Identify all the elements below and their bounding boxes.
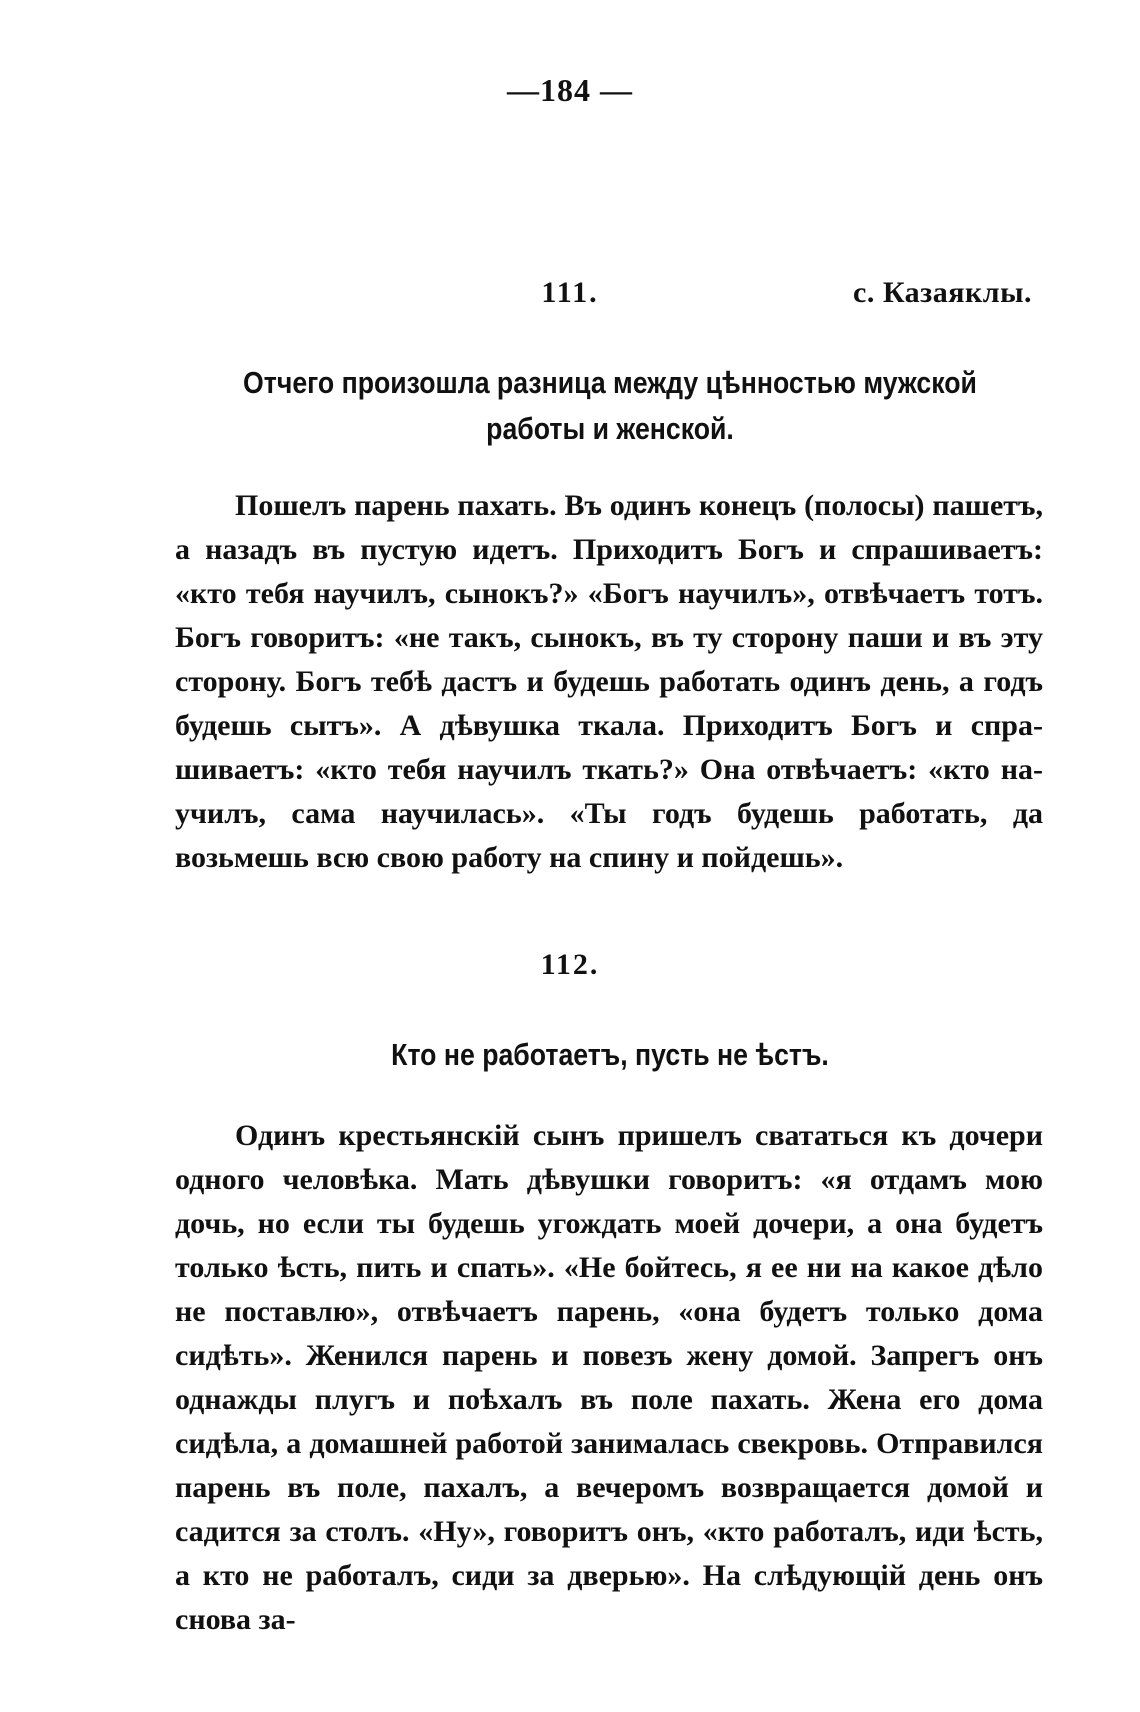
story-title: Кто не работаетъ, пусть не ѣстъ. bbox=[391, 1037, 829, 1072]
story-place: с. Казаяклы. bbox=[853, 276, 1032, 309]
story-title: Отчего произошла разница между цѣнностью мужской работы и женской. bbox=[243, 365, 977, 446]
page-number: —184 — bbox=[507, 72, 633, 108]
story-text: Пошелъ парень пахать. Въ одинъ конецъ (полосы) пашетъ, а назадъ въ пустую идетъ. Приходитъ Богъ и спрашиваетъ: «кто тебя научилъ, сынокъ?» «Богъ научилъ», отвѣчаетъ тотъ. Богъ говоритъ: «не такъ, сынокъ, въ ту сторону паши и въ эту сторону. Богъ тебѣ дастъ и будешь работать одинъ день, а годъ будешь сытъ». А дѣвушка ткала. Приходитъ Богъ и спрашиваетъ: «кто тебя научилъ ткать?» Она отвѣчаетъ: «кто научилъ, сама научилась». «Ты годъ будешь работать, да возьмешь всю свою работу на спину и пойдешь». bbox=[175, 489, 1043, 874]
story-number: 111. bbox=[541, 276, 599, 309]
story-heading-112 bbox=[0, 948, 1140, 988]
story-text: Одинъ крестьянскій сынъ пришелъ свататься къ дочери одного человѣка. Мать дѣвушки говоритъ: «я отдамъ мою дочь, но если ты будешь угождать моей дочери, а она будетъ только ѣсть, пить и спать». «Не бойтесь, я ее ни на какое дѣло не поставлю», отвѣчаетъ парень, «она будетъ только дома сидѣть». Женился парень и повезъ жену домой. Запрегъ онъ однажды плугъ и поѣхалъ въ поле пахать. Жена его дома сидѣла, а домашней работой занималась свекровь. Отправился парень въ поле, пахалъ, а вечеромъ возвращается домой и садится за столъ. «Ну», говоритъ онъ, «кто работалъ, иди ѣсть, а кто не работалъ, сиди за дверью». На слѣдующій день онъ снова за- bbox=[175, 1119, 1043, 1636]
story-number: 112. bbox=[540, 948, 600, 981]
story-heading-111 bbox=[0, 276, 1140, 316]
